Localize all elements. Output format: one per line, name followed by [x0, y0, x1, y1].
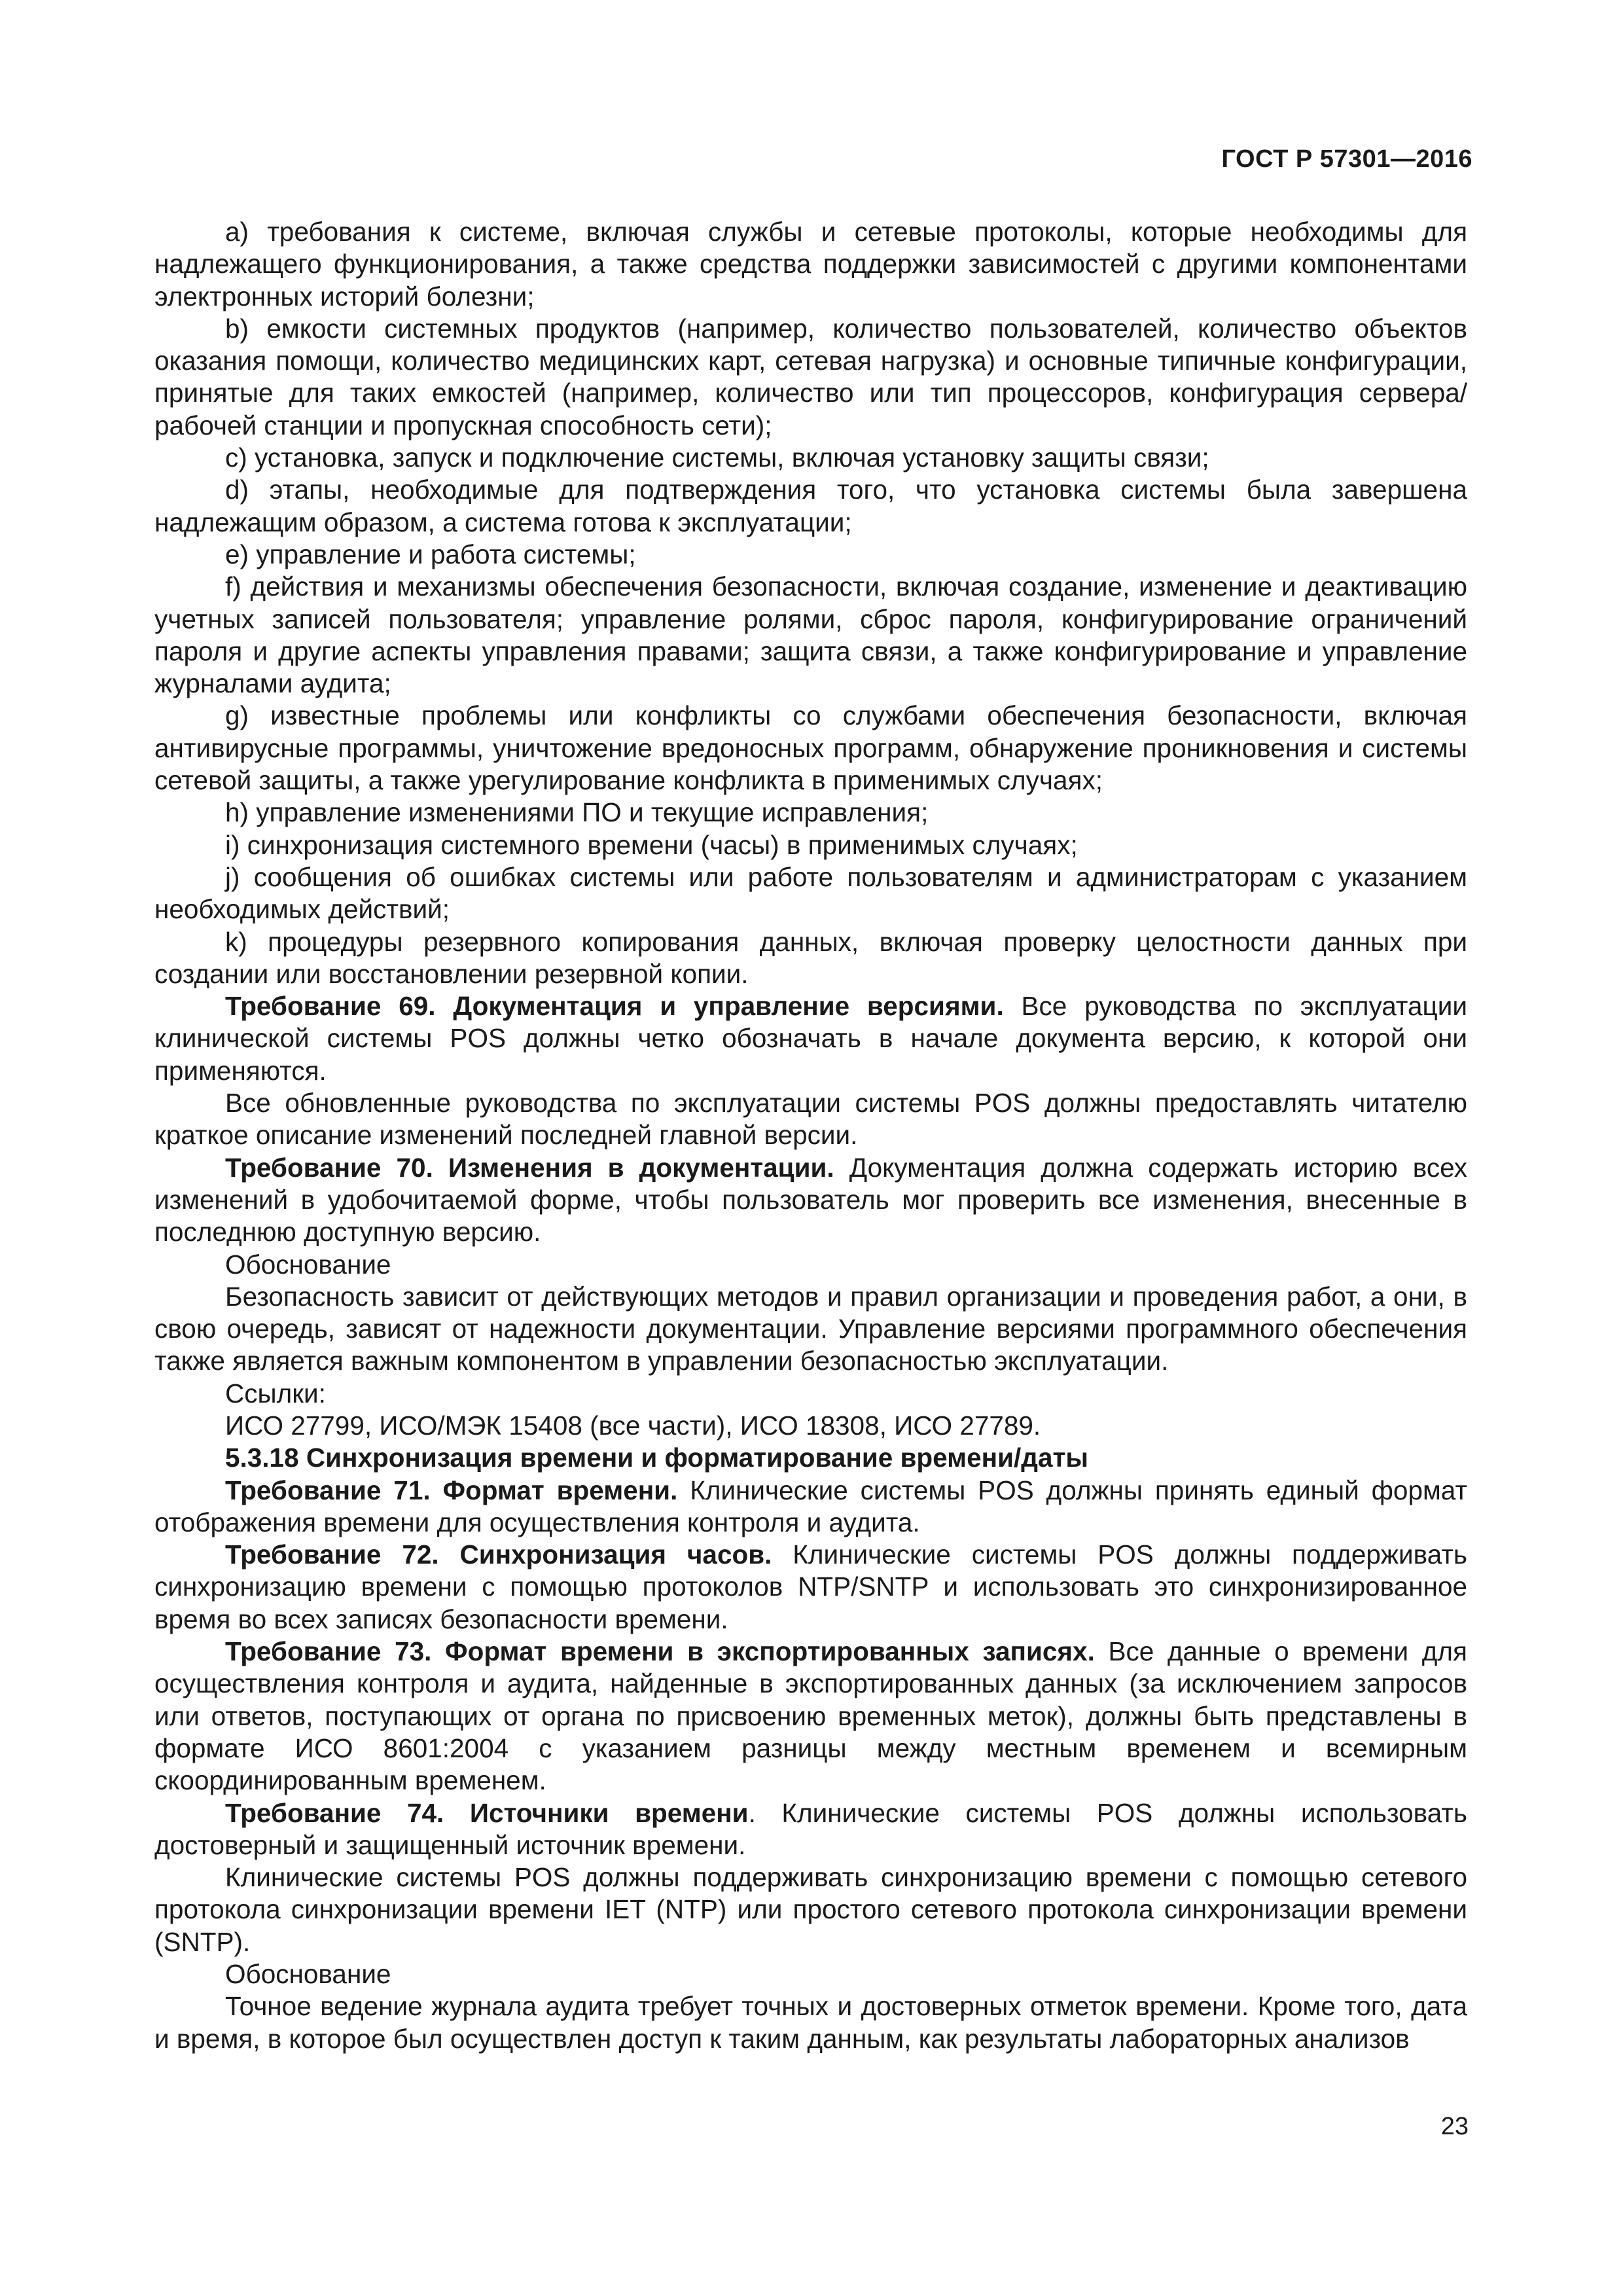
- document-header: ГОСТ Р 57301—2016: [1221, 145, 1472, 173]
- rationale-heading-2: Обоснование: [225, 1959, 391, 1990]
- requirement-69-note: Все обновленные руководства по эксплуатации системы POS должны предоставлять читателю краткое описание изменений последней главной версии.: [154, 1088, 1467, 1151]
- requirement-74-note: Клинические системы POS должны поддерживать синхронизацию времени с помощью сетевого протокола синхронизации времени IET (NTP) или простого сетевого протокола синхронизации времени (SNTP).: [154, 1862, 1467, 1957]
- list-item-c: c) установка, запуск и подключение системы, включая установку защиты связи;: [225, 442, 1209, 473]
- page-number: 23: [1440, 2113, 1469, 2140]
- list-item-g: g) известные проблемы или конфликты со службами обеспечения безопасности, включая антивирусные программы, уничтожение вредоносных программ, обнаружение проникновения и системы сетевой защиты, а также урегулирование конфликта в применимых случаях;: [154, 700, 1467, 796]
- references-list: ИСО 27799, ИСО/МЭК 15408 (все части), ИСО 18308, ИСО 27789.: [225, 1410, 1041, 1441]
- requirement-72: Требование 72. Синхронизация часов. Клинические системы POS должны поддерживать синхронизацию времени с помощью протоколов NTP/SNTP и использовать это синхронизированное время во всех записях безопасности времени.: [154, 1539, 1467, 1634]
- list-item-b: b) емкости системных продуктов (например, количество пользователей, количество объектов оказания помощи, количество медицинских карт, сетевая нагрузка) и основные типичные конфигурации, принятые для таких емкостей (например, количество или тип процессоров, конфигурация сервера/рабочей станции и пропускная способность сети);: [154, 313, 1467, 440]
- document-body: [154, 216, 1467, 2055]
- rationale-text: Безопасность зависит от действующих методов и правил организации и проведения работ, а они, в свою очередь, зависят от надежности документации. Управление версиями программного обеспечения также является важным компонентом в управлении безопасностью эксплуатации.: [154, 1281, 1467, 1376]
- list-item-f: f) действия и механизмы обеспечения безопасности, включая создание, изменение и деактивацию учетных записей пользователя; управление ролями, сброс пароля, конфигурирование ограничений пароля и другие аспекты управления правами; защита связи, а также конфигурирование и управление журналами аудита;: [154, 571, 1467, 699]
- requirement-74: Требование 74. Источники времени. Клинические системы POS должны использовать достоверный и защищенный источник времени.: [154, 1797, 1467, 1860]
- requirement-73: Требование 73. Формат времени в экспортированных записях. Все данные о времени для осуществления контроля и аудита, найденные в экспортированных данных (за исключением запросов или ответов, поступающих от органа по присвоению временных меток), должны быть представлены в формате ИСО 8601:2004 с указанием разницы между местным временем и всемирным скоординированным временем.: [154, 1636, 1467, 1796]
- list-item-d: d) этапы, необходимые для подтверждения того, что установка системы была завершена надлежащим образом, а система готова к эксплуатации;: [154, 475, 1467, 537]
- list-item-k: k) процедуры резервного копирования данных, включая проверку целостности данных при создании или восстановлении резервной копии.: [154, 926, 1467, 989]
- requirement-71: Требование 71. Формат времени. Клинические системы POS должны принять единый формат отображения времени для осуществления контроля и аудита.: [154, 1475, 1467, 1537]
- references-heading: Ссылки:: [225, 1378, 326, 1408]
- list-item-a: a) требования к системе, включая службы и сетевые протоколы, которые необходимы для надлежащего функционирования, а также средства поддержки зависимостей с другими компонентами электронных историй болезни;: [154, 217, 1467, 312]
- requirement-69: Требование 69. Документация и управление версиями. Все руководства по эксплуатации клинической системы POS должны четко обозначать в начале документа версию, к которой они применяются.: [154, 991, 1467, 1086]
- list-item-j: j) сообщения об ошибках системы или работе пользователям и администраторам с указанием необходимых действий;: [154, 861, 1467, 925]
- section-heading: 5.3.18 Синхронизация времени и форматирование времени/даты: [225, 1443, 1088, 1473]
- requirement-70: Требование 70. Изменения в документации. Документация должна содержать историю всех изменений в удобочитаемой форме, чтобы пользователь мог проверить все изменения, внесенные в последнюю доступную версию.: [154, 1152, 1467, 1247]
- rationale-heading: Обоснование: [225, 1249, 391, 1280]
- rationale-text-2: Точное ведение журнала аудита требует точных и достоверных отметок времени. Кроме того, дата и время, в которое был осуществлен доступ к таким данным, как результаты лабораторных анализов: [154, 1991, 1467, 2054]
- list-item-h: h) управление изменениями ПО и текущие исправления;: [225, 797, 929, 828]
- list-item-i: i) синхронизация системного времени (часы) в применимых случаях;: [225, 829, 1078, 860]
- list-item-e: e) управление и работа системы;: [225, 539, 636, 569]
